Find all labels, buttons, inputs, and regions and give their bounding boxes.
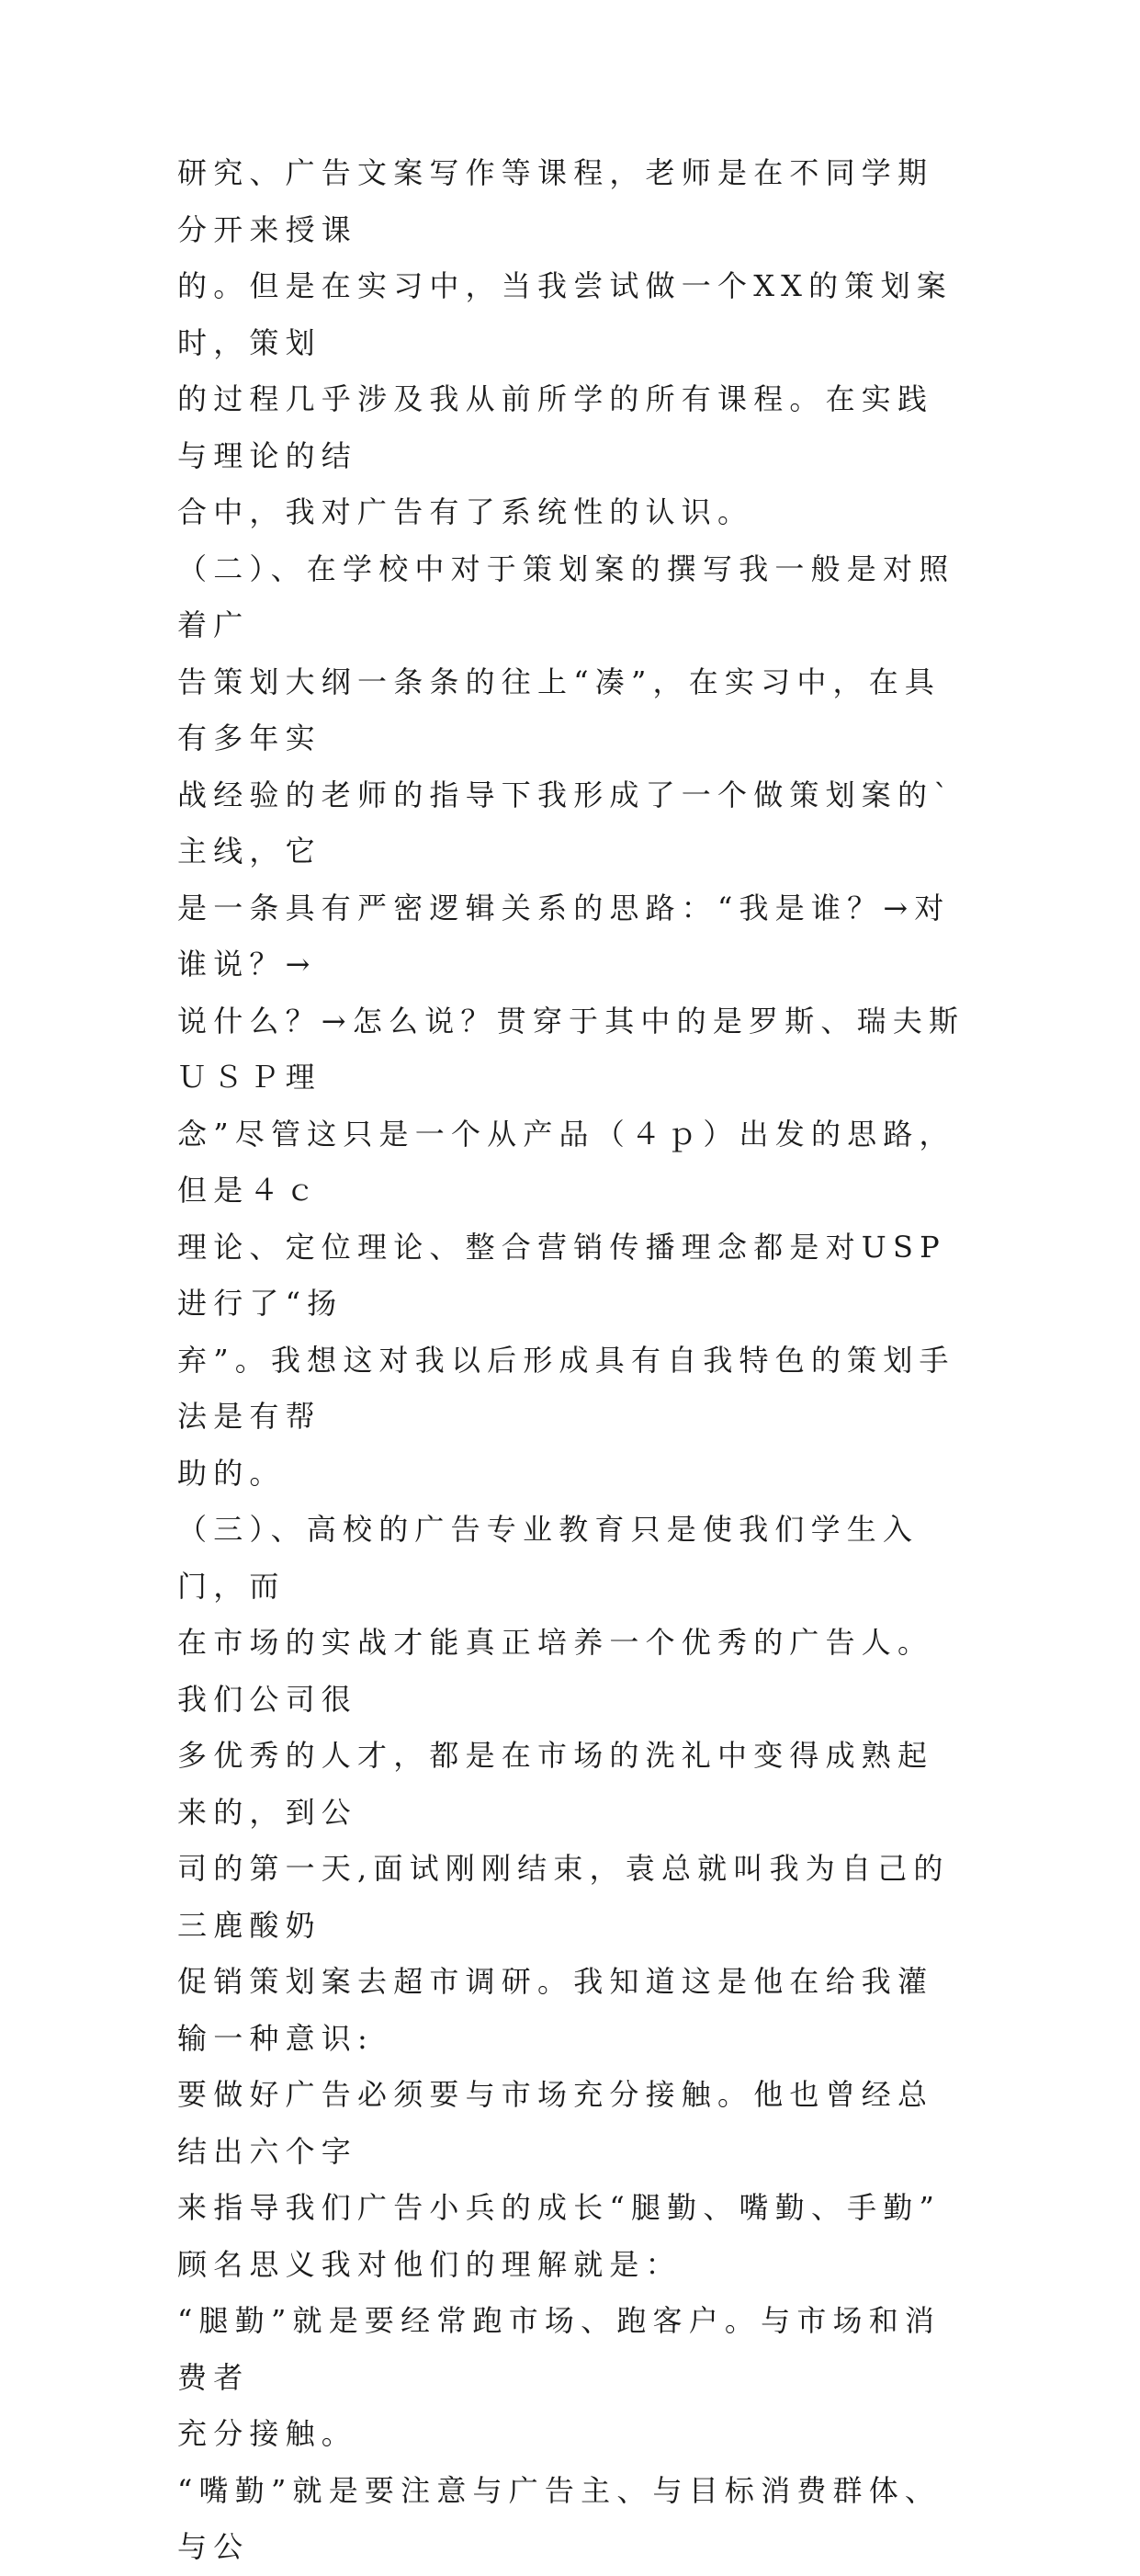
document-body: [177, 145, 967, 2576]
paragraph-course-integration: 研究、广告文案写作等课程，老师是在不同学期分开来授课 的。但是在实习中，当我尝试做一个XX的策划案时，策划 的过程几乎涉及我从前所学的所有课程。在实践与理论的结 合中，我对广告有了系统性的认识。: [177, 155, 953, 529]
paragraph-planning-mainline: （二）、在学校中对于策划案的撰写我一般是对照着广 告策划大纲一条条的往上“凑”，在实习中，在具有多年实 战经验的老师的指导下我形成了一个做策划案的`主线，它 是一条具有严密逻辑关系的思路：“我是谁？→对谁说？→ 说什么？→怎么说？贯穿于其中的是罗斯、瑞夫斯ＵＳＰ理 念”尽管这只是一个从产品（４ｐ）出发的思路，但是４ｃ 理论、定位理论、整合营销传播理念都是对USP进行了“扬 弃”。我想这对我以后形成具有自我特色的策划手法是有帮 助的。: [177, 550, 965, 1491]
paragraph-understanding-intro: 顾名思义我对他们的理解就是：: [177, 2246, 682, 2282]
paragraph-leg-diligence: “腿勤”就是要经常跑市场、跑客户。与市场和消费者 充分接触。: [177, 2303, 942, 2451]
paragraph-mouth-diligence: “嘴勤”就是要注意与广告主、与目标消费群体、与公: [177, 2472, 942, 2564]
paragraph-market-practice: （三）、高校的广告专业教育只是使我们学生入门，而 在市场的实战才能真正培养一个优秀的广告人。我们公司很 多优秀的人才，都是在市场的洗礼中变得成熟起来的，到公 司的第一天,面试刚刚结束，袁总就叫我为自己的三鹿酸奶 促销策划案去超市调研。我知道这是他在给我灌输一种意识: 要做好广告必须要与市场充分接触。他也曾经总结出六个字 来指导我们广告小兵的成长“腿勤、嘴勤、手勤”: [177, 1512, 950, 2225]
